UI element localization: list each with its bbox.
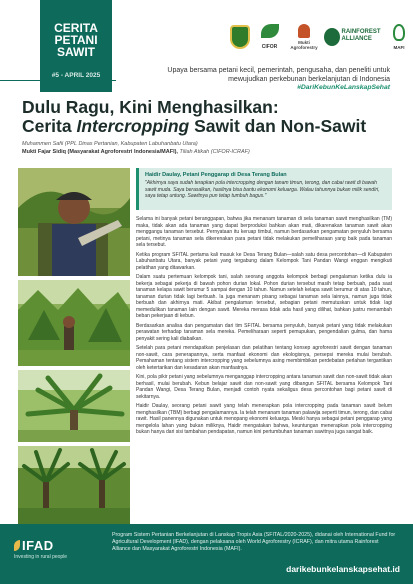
cifor-logo xyxy=(255,24,285,50)
quote-box xyxy=(136,168,392,210)
body-paragraph-5: Setelah para petani mendapatkan penjelasan dan pelatihan tentang konsep agroforestri sawit dengan tanaman non-sawit, cara penerapannya, serta manfaat ekonomi dan ekologisnya, persepsi mereka mulai berubah. Pemahaman tentang sistem intercropping yang sebelumnya asing membimbikan perdebatan perlahan tergantikan oleh ketertarikan dan kesadaran akan manfaatnya. xyxy=(136,345,392,371)
badge-line-3: SAWIT xyxy=(57,45,95,59)
rainforest-alliance-logo xyxy=(324,25,386,49)
title-line-2-pre: Cerita xyxy=(22,116,77,136)
ra-logo-text: RAINFOREST ALLIANCE xyxy=(341,29,381,42)
photo-intercrop-field xyxy=(18,280,130,366)
body-paragraph-6: Kini, pola pikir petani yang sebelumnya menganggap intercropping antara tanaman sawit dan non-sawit tidak akan berhasil, mulai berubah. Kebun belajar sawit dan non-sawit yang dibangun SFITAL bersama Kelompok Tani Pandan Wangi, Desa Terang Bulan, menjadi contoh nyata sekaligus desa percontohan bagi petani sawit di sekitarnya. xyxy=(136,374,392,400)
cifor-logo-text: CIFOR xyxy=(261,44,278,50)
ma-logo-text: Mukti Agroforestry xyxy=(290,40,318,50)
mafi-logo xyxy=(390,24,408,50)
photo-column xyxy=(18,168,130,524)
body-paragraph-4: Berdasarkan analisa dan pengamatan dari tim SFITAL bersama penyuluh, banyak petani yang tidak melakukan perawatan terhadap tanaman sela mereka. Pemeliharaan seperti pemupukan, pengendalian gulma, dan hama penyakit sering kali diabaikan. xyxy=(136,322,392,342)
authors xyxy=(22,140,382,156)
photo-farmer-portrait xyxy=(18,168,130,276)
author-2 xyxy=(22,148,382,156)
header-tagline: Upaya bersama petani kecil, pemerintah, pengusaha, dan peneliti untuk mewujudkan perkebunan berkelanjutan di Indonesia xyxy=(167,67,390,83)
body-paragraph-3: Dalam suatu pertemuan kelompok tani, salah seorang anggota kelompok berbagi pengalaman ketika dulu ia bekerja sebagai pekerja di bawah pohon durian lokal. Pohon durian tersebut masih tetap berbuah, pada saat tanaman kelapa sawit berumur 5 sampai dengan 10 tahun. Namun setelah kelapa sawit berumur di atas 10 tahun, tanaman durian tidak lagi berbuah. Ia juga menanam pisang sebagai tanaman sela lainnya, namun juga tidak berbuah dan akhirnya mati. Akibat pengalaman tersebut, sebagian petani memutuskan untuk tidak lagi memedulikan tanaman lain dengan sawit. Mereka merasa tidak ada hasil yang dilihat, bahkan justru menambah beban pekerjaan di kebun. xyxy=(136,274,392,319)
kabupaten-crest-logo xyxy=(230,25,250,49)
ifad-logo-word: IFAD xyxy=(22,538,54,553)
body-paragraph-1: Selama ini banyak petani beranggapan, bahwa jika menanam tanaman di sela tanaman sawit menghasilkan (TM) maka, tidak akan ada tanaman yang dapat berproduksi bahkan akan mati, dikarenakan tanaman sawit akan menggangu tanaman tersebut. Pernyataan itu keruap timbul, namun berdasarkan pengamatan penyuluh bersama petani, metinya tanaman sela dikerenakan para petani tidak melakukan pemeliharaan yang baik pada tanaman sela tersebut. xyxy=(136,216,392,248)
mukti-agroforestry-logo xyxy=(289,24,319,50)
title-line-2-post: Sawit dan Non-Sawit xyxy=(189,116,367,136)
badge-line-1: CERITA xyxy=(54,21,98,35)
header-divider xyxy=(0,80,116,81)
quote-speaker: Haidir Daulay, Petani Penggarap di Desa Terang Bulan xyxy=(145,172,287,178)
author-2-em: Tiliah Atikah (CIFOR-ICRAF) xyxy=(179,149,250,155)
ifad-logo xyxy=(14,538,94,560)
author-2-main: Mukti Fajar Sidiq (Masyarakat Agroforestri Indonesia/MAFI), xyxy=(22,149,180,155)
campaign-hashtag[interactable]: #DariKebunKeLanskapSehat xyxy=(297,84,390,91)
series-badge xyxy=(40,0,112,92)
body-paragraph-2: Ketika program SFITAL pertama kali masuk ke Desa Terang Bulan—salah satu desa percontohan—di Kabupaten Labuhanbatu Utara, banyak petani yang tergabung dalam Kelompok Tani Pandan Wangi enggan mengikuti pelatihan yang ditawarkan. xyxy=(136,251,392,271)
ifad-tagline: Investing in rural people xyxy=(14,554,68,560)
ifad-leaf-icon xyxy=(14,540,20,551)
article-body xyxy=(136,216,392,534)
partner-logos xyxy=(230,22,408,52)
author-1: Muhammen Safii (PPL Dinas Pertanian, Kabupaten Labuhanbatu Utara) xyxy=(22,141,198,147)
title-line-1: Dulu Ragu, Kini Menghasilkan: xyxy=(22,97,279,117)
footer xyxy=(0,524,413,584)
footer-program-text: Program Sistem Pertanian Berkelanjutan di Lanskap Tropis Asia (SFITAL/2020-2025), didanai oleh International Fund for Agricultural Development (IFAD), dengan pelaksana oleh World Agroforestry (ICRAF), dan mitra utama Rainforest Alliance dan Masyarakat Agroforestri Indonesia (MAFI). xyxy=(112,532,396,552)
ifad-logo-text xyxy=(14,538,94,553)
body-paragraph-7: Haidir Daulay, seorang petani sawit yang telah menerapkan pola intercropping pada tanaman sawit belum menghasilkan (TBM) berbagi pengalamannya. Ia telah menanam tanaman palawija seperti timun, terong, dan cabai rawit. Hasil panennya digunakan untuk menopang ekonomi keluarga. Meski hanya sebagai petani penggarap yang mengelola lahan yang bukan miliknya, Haidir mengatakan bahwa, keuntungan menerapkan pola intercropping bukan hanya dari sisi tambahan pendapatan, namun kini pertumbuhan tanaman sawitnya juga sangat baik. xyxy=(136,403,392,435)
badge-line-2: PETANI xyxy=(54,33,98,47)
title-line-2-em: Intercropping xyxy=(76,116,190,136)
quote-text: "Akhirnya saya sudah terapkan pola intercropping dengan tanam timun, terong, dan cabai rawit di bawah sawit muda. Saya berasalkan, hasilnya bisa bantu ekonomi keluarga. Walau tahunnya bukan milik sendiri, saya tetap untung. Sawitnya pun tetap tumbuh bagus." xyxy=(145,180,380,200)
photo-palm-grove xyxy=(18,446,130,524)
footer-website-link[interactable]: darikebunkelanskapsehat.id xyxy=(286,564,400,574)
mafi-logo-text: MAFI xyxy=(393,45,405,50)
badge-edition: #5 - APRIL 2025 xyxy=(51,72,101,79)
article-title xyxy=(22,98,382,136)
photo-young-palm xyxy=(18,370,130,442)
